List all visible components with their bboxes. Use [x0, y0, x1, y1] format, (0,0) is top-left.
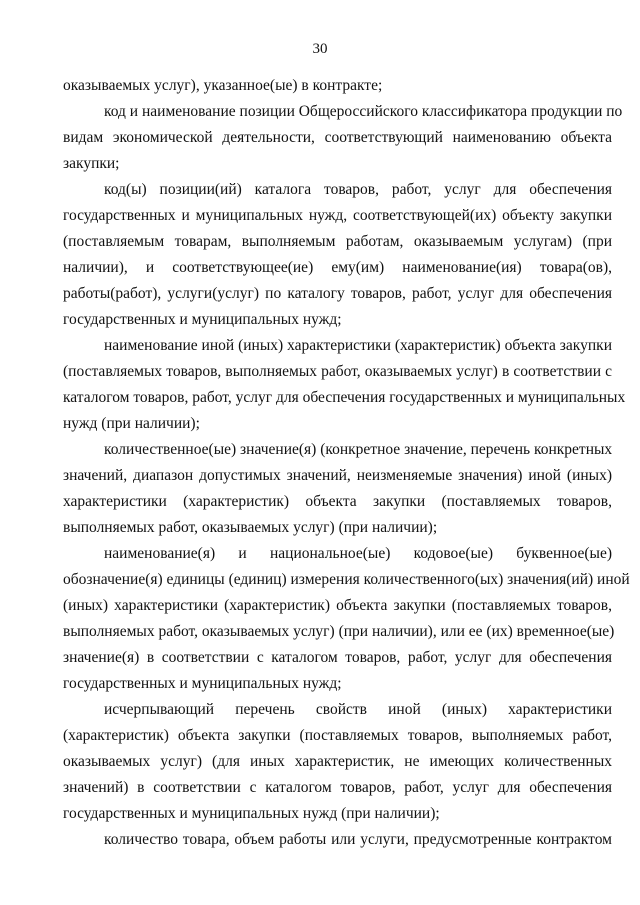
text-line: код(ы) позиции(ий) каталога товаров, работ, услуг для обеспечения [104, 181, 612, 198]
text-line: видам экономической деятельности, соответствующий наименованию объекта [63, 129, 612, 146]
text-line: количество товара, объем работы или услуги, предусмотренные контрактом [104, 831, 612, 848]
text-line: значений) в соответствии с каталогом товаров, работ, услуг для обеспечения [63, 779, 612, 796]
text-line: код и наименование позиции Общероссийского классификатора продукции по [104, 103, 623, 120]
text-line: выполняемых работ, оказываемых услуг) (при наличии); [63, 519, 438, 536]
text-line: оказываемых услуг), указанное(ые) в контракте; [63, 77, 383, 94]
text-line: (характеристик) объекта закупки (поставляемых товаров, выполняемых работ, [63, 727, 612, 744]
text-line: значений, диапазон допустимых значений, неизменяемые значения) иной (иных) [63, 467, 612, 484]
text-line: обозначение(я) единицы (единиц) измерения количественного(ых) значения(ий) иной [63, 571, 630, 588]
text-line: количественное(ые) значение(я) (конкретное значение, перечень конкретных [104, 441, 613, 458]
text-line: государственных и муниципальных нужд; [63, 675, 342, 692]
text-line: исчерпывающий перечень свойств иной (иных) характеристики [104, 701, 612, 718]
text-line: выполняемых работ, оказываемых услуг) (при наличии), или ее (их) временное(ые) [63, 623, 615, 640]
text-line: характеристики (характеристик) объекта закупки (поставляемых товаров, [63, 493, 612, 510]
text-line: государственных и муниципальных нужд, соответствующей(их) объекту закупки [63, 207, 612, 224]
text-line: (поставляемых товаров, выполняемых работ, оказываемых услуг) в соответствии с [63, 363, 612, 380]
text-line: оказываемых услуг) (для иных характеристик, не имеющих количественных [63, 753, 612, 770]
text-line: каталогом товаров, работ, услуг для обеспечения государственных и муниципальных [63, 389, 626, 406]
page-number: 30 [312, 41, 328, 57]
text-line: закупки; [63, 155, 120, 172]
text-line: наличии), и соответствующее(ие) ему(им) наименование(ия) товара(ов), [63, 259, 612, 276]
text-line: (иных) характеристики (характеристик) объекта закупки (поставляемых товаров, [63, 597, 612, 614]
text-line: наименование иной (иных) характеристики (характеристик) объекта закупки [104, 337, 612, 354]
text-line: (поставляемым товарам, выполняемым работам, оказываемым услугам) (при [63, 233, 612, 250]
text-line: государственных и муниципальных нужд; [63, 311, 342, 328]
text-line: наименование(я) и национальное(ые) кодовое(ые) буквенное(ые) [104, 545, 612, 562]
text-line: значение(я) в соответствии с каталогом товаров, работ, услуг для обеспечения [63, 649, 612, 666]
text-line: государственных и муниципальных нужд (при наличии); [63, 805, 440, 822]
text-line: нужд (при наличии); [63, 415, 200, 432]
text-line: работы(работ), услуги(услуг) по каталогу товаров, работ, услуг для обеспечения [63, 285, 612, 302]
